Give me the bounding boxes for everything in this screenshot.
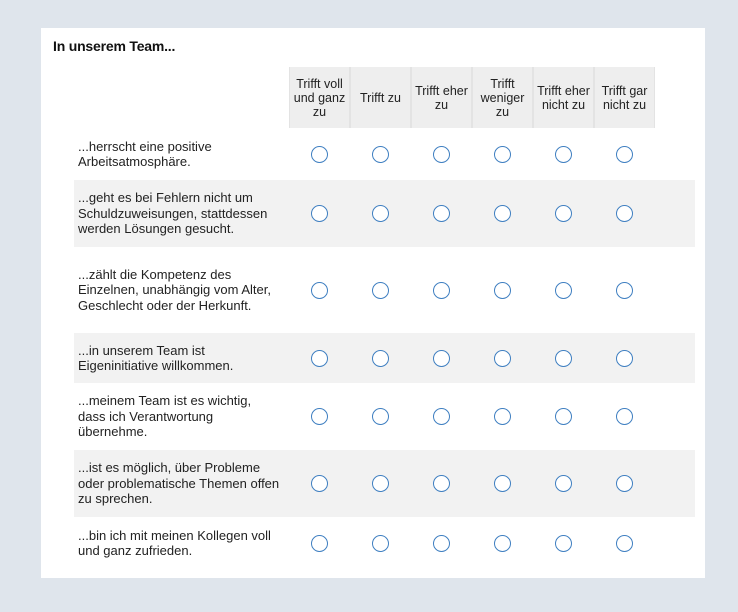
radio-button[interactable] (433, 146, 450, 163)
radio-button[interactable] (311, 408, 328, 425)
radio-cell (594, 205, 655, 222)
radio-cell (411, 535, 472, 552)
radio-cell (472, 350, 533, 367)
radio-cell (594, 408, 655, 425)
radio-cell (594, 146, 655, 163)
likert-matrix (74, 67, 695, 569)
survey-card (41, 28, 705, 578)
radio-button[interactable] (494, 475, 511, 492)
radio-button[interactable] (616, 535, 633, 552)
radio-cell (472, 408, 533, 425)
radio-cell (411, 146, 472, 163)
radio-button[interactable] (372, 350, 389, 367)
row-label: ...meinem Team ist es wichtig, dass ich Verantwortung übernehme. (78, 393, 252, 440)
radio-button[interactable] (555, 408, 572, 425)
matrix-row (74, 450, 695, 517)
radio-button[interactable] (555, 146, 572, 163)
radio-button[interactable] (311, 475, 328, 492)
radio-cell (472, 475, 533, 492)
radio-cell (350, 535, 411, 552)
radio-cell (289, 350, 350, 367)
radio-cell (594, 282, 655, 299)
radio-cell (411, 350, 472, 367)
matrix-row (74, 247, 695, 333)
radio-button[interactable] (616, 408, 633, 425)
radio-button[interactable] (555, 535, 572, 552)
radio-button[interactable] (555, 282, 572, 299)
radio-button[interactable] (555, 350, 572, 367)
radio-cell (289, 475, 350, 492)
matrix-row (74, 383, 695, 450)
radio-button[interactable] (372, 535, 389, 552)
row-label: ...geht es bei Fehlern nicht um Schuldzuweisungen, stattdessen werden Lösungen gesucht. (78, 190, 268, 237)
radio-button[interactable] (311, 535, 328, 552)
matrix-row (74, 180, 695, 247)
radio-cell (350, 350, 411, 367)
radio-cell (289, 205, 350, 222)
matrix-row (74, 333, 695, 383)
radio-button[interactable] (311, 350, 328, 367)
radio-button[interactable] (616, 146, 633, 163)
radio-button[interactable] (433, 475, 450, 492)
radio-button[interactable] (494, 146, 511, 163)
radio-button[interactable] (616, 282, 633, 299)
column-header: Trifft eher nicht zu (533, 67, 594, 128)
radio-cell (472, 146, 533, 163)
radio-cell (411, 205, 472, 222)
radio-cell (289, 282, 350, 299)
radio-cell (533, 350, 594, 367)
radio-button[interactable] (433, 205, 450, 222)
column-header: Trifft eher zu (411, 67, 472, 128)
radio-cell (533, 205, 594, 222)
radio-cell (350, 408, 411, 425)
radio-button[interactable] (433, 350, 450, 367)
radio-cell (533, 282, 594, 299)
radio-button[interactable] (372, 282, 389, 299)
radio-cell (411, 408, 472, 425)
radio-cell (594, 475, 655, 492)
matrix-row (74, 128, 695, 180)
radio-cell (533, 146, 594, 163)
radio-cell (533, 475, 594, 492)
matrix-row (74, 517, 695, 569)
row-label: ...bin ich mit meinen Kollegen voll und ganz zufrieden. (78, 527, 271, 558)
row-label: ...in unserem Team ist Eigeninitiative willkommen. (78, 342, 234, 373)
radio-button[interactable] (494, 282, 511, 299)
radio-cell (289, 408, 350, 425)
radio-button[interactable] (494, 408, 511, 425)
matrix-header-row (74, 67, 695, 128)
radio-button[interactable] (433, 282, 450, 299)
radio-button[interactable] (372, 205, 389, 222)
column-header: Trifft zu (350, 67, 411, 128)
radio-button[interactable] (311, 282, 328, 299)
radio-cell (350, 282, 411, 299)
header-spacer (74, 67, 289, 128)
radio-cell (289, 535, 350, 552)
column-header: Trifft weniger zu (472, 67, 533, 128)
radio-button[interactable] (372, 475, 389, 492)
radio-cell (594, 350, 655, 367)
radio-cell (350, 205, 411, 222)
radio-button[interactable] (616, 350, 633, 367)
radio-button[interactable] (555, 475, 572, 492)
radio-button[interactable] (494, 350, 511, 367)
row-label: ...zählt die Kompetenz des Einzelnen, unabhängig vom Alter, Geschlecht oder der Herkunft. (78, 266, 271, 313)
radio-button[interactable] (555, 205, 572, 222)
radio-cell (472, 282, 533, 299)
radio-cell (472, 205, 533, 222)
radio-button[interactable] (372, 408, 389, 425)
radio-cell (472, 535, 533, 552)
radio-cell (594, 535, 655, 552)
radio-button[interactable] (372, 146, 389, 163)
radio-cell (289, 146, 350, 163)
column-header: Trifft gar nicht zu (594, 67, 655, 128)
radio-button[interactable] (433, 535, 450, 552)
row-label: ...herrscht eine positive Arbeitsatmosphäre. (78, 138, 212, 169)
row-label: ...ist es möglich, über Probleme oder problematische Themen offen zu sprechen. (78, 460, 280, 507)
radio-button[interactable] (433, 408, 450, 425)
radio-button[interactable] (311, 205, 328, 222)
radio-cell (411, 475, 472, 492)
question-title: In unserem Team... (53, 38, 176, 54)
radio-button[interactable] (311, 146, 328, 163)
radio-cell (533, 408, 594, 425)
radio-cell (533, 535, 594, 552)
radio-button[interactable] (494, 205, 511, 222)
radio-cell (350, 475, 411, 492)
radio-button[interactable] (616, 475, 633, 492)
radio-button[interactable] (616, 205, 633, 222)
radio-cell (350, 146, 411, 163)
column-header: Trifft voll und ganz zu (289, 67, 350, 128)
radio-cell (411, 282, 472, 299)
radio-button[interactable] (494, 535, 511, 552)
